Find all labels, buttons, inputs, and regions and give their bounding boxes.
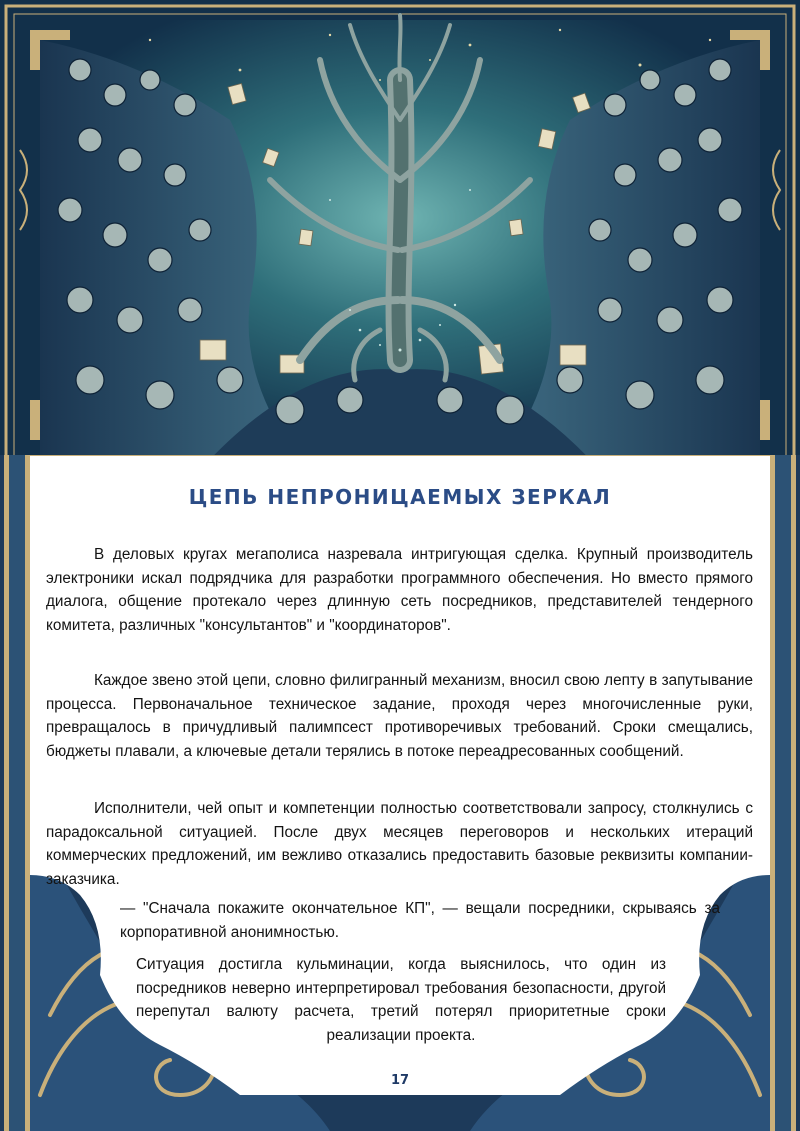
page-title: ЦЕПЬ НЕПРОНИЦАЕМЫХ ЗЕРКАЛ: [188, 485, 612, 509]
page-number: 17: [390, 1073, 410, 1088]
paragraph-3: Исполнители, чей опыт и компетенции полностью соответствовали запросу, столкнулись с парадоксальной ситуацией. После двух месяцев переговоров и нескольких итераций коммерческих предложений, им вежливо отказались предоставить базовые реквизиты компании-заказчика.: [46, 800, 753, 888]
tree-of-intermediaries-illustration: [0, 0, 800, 470]
quote-paragraph: — "Сначала покажите окончательное КП", — вещали посредники, скрываясь за корпоративной анонимностью.: [120, 900, 720, 941]
article: [0, 455, 800, 1131]
paragraph-1: В деловых кругах мегаполиса назревала интригующая сделка. Крупный производитель электроники искал подрядчика для разработки программного обеспечения. Но вместо прямого диалога, общение протекало через длинную сеть посредников, представителей тендерного комитета, различных "консультантов" и "координаторов".: [46, 546, 753, 634]
header-illustration: [0, 0, 800, 470]
paragraph-5: Ситуация достигла кульминации, когда выяснилось, что один из посредников неверно интерпретировал требования безопасности, другой перепутал валюту расчета, третий потерял приоритетные сроки реализации проекта.: [136, 956, 666, 1044]
paragraph-2: Каждое звено этой цепи, словно филигранный механизм, вносил свою лепту в запутывание процесса. Первоначальное техническое задание, проходя через многочисленные руки, превращалось в причудливый палимпсест противоречивых требований. Сроки смещались, бюджеты плавали, а ключевые детали терялись в потоке переадресованных сообщений.: [46, 672, 753, 760]
